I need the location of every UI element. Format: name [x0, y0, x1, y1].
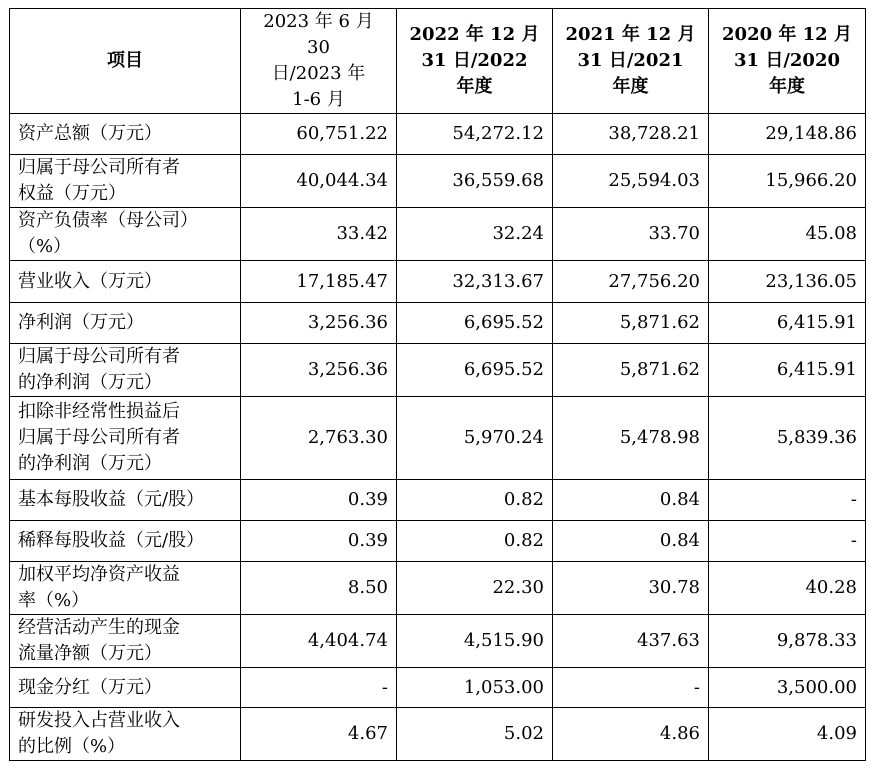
table-row: [10, 708, 866, 761]
cell-value: 437.63: [553, 615, 709, 668]
cell-value: 6,415.91: [709, 303, 866, 344]
cell-value: 8.50: [241, 562, 397, 615]
cell-value: -: [709, 480, 866, 521]
cell-value: 0.39: [241, 521, 397, 562]
table-row: [10, 521, 866, 562]
row-label-line: 流量净额（万元）: [18, 643, 162, 664]
cell-value: 2,763.30: [241, 397, 397, 480]
header-line: 项目: [107, 50, 143, 71]
table-row: [10, 344, 866, 397]
table-row: [10, 615, 866, 668]
row-label: [10, 155, 241, 208]
table-row: [10, 303, 866, 344]
cell-value: 4.09: [709, 708, 866, 761]
row-label-line: 营业收入（万元）: [18, 270, 162, 292]
cell-value: -: [241, 668, 397, 708]
row-label: [10, 480, 241, 521]
cell-value: 30.78: [553, 562, 709, 615]
cell-value: 0.39: [241, 480, 397, 521]
header-line: 2021 年 12 月: [565, 24, 696, 45]
header-line: 2022 年 12 月: [409, 24, 540, 45]
cell-value: 17,185.47: [241, 261, 397, 303]
header-line: 31 日/2020: [734, 50, 840, 71]
cell-value: 0.82: [397, 521, 553, 562]
cell-value: 32,313.67: [397, 261, 553, 303]
row-label-line: 研发投入占营业收入: [18, 710, 180, 731]
table-row: [10, 397, 866, 480]
row-label-line: 的比例（%）: [18, 736, 126, 757]
cell-value: 6,695.52: [397, 303, 553, 344]
cell-value: 27,756.20: [553, 261, 709, 303]
row-label: [10, 562, 241, 615]
table-row: [10, 480, 866, 521]
cell-value: 23,136.05: [709, 261, 866, 303]
cell-value: 6,695.52: [397, 344, 553, 397]
row-label: [10, 344, 241, 397]
cell-value: 29,148.86: [709, 114, 866, 155]
table-row: [10, 261, 866, 303]
financial-indicators-table: [9, 8, 866, 761]
cell-value: 0.82: [397, 480, 553, 521]
row-label-line: 归属于母公司所有者: [18, 157, 180, 178]
cell-value: 5,970.24: [397, 397, 553, 480]
cell-value: 40,044.34: [241, 155, 397, 208]
cell-value: 40.28: [709, 562, 866, 615]
cell-value: 5.02: [397, 708, 553, 761]
cell-value: 0.84: [553, 480, 709, 521]
table-row: [10, 208, 866, 261]
cell-value: 4,515.90: [397, 615, 553, 668]
cell-value: 5,478.98: [553, 397, 709, 480]
row-label: [10, 397, 241, 480]
cell-value: 6,415.91: [709, 344, 866, 397]
header-period-4: [709, 9, 866, 114]
row-label-line: 的净利润（万元）: [18, 453, 162, 474]
row-label: [10, 114, 241, 155]
cell-value: 33.42: [241, 208, 397, 261]
table-row: [10, 114, 866, 155]
row-label-line: （%）: [18, 236, 72, 257]
cell-value: 3,256.36: [241, 303, 397, 344]
table-header-row: [10, 9, 866, 114]
row-label-line: 归属于母公司所有者: [18, 346, 180, 367]
table-row: [10, 155, 866, 208]
row-label-line: 资产负债率（母公司）: [18, 210, 198, 231]
cell-value: 5,871.62: [553, 344, 709, 397]
cell-value: 38,728.21: [553, 114, 709, 155]
header-line: 年度: [769, 76, 805, 97]
header-period-1: [241, 9, 397, 114]
cell-value: -: [553, 668, 709, 708]
row-label-line: 经营活动产生的现金: [18, 617, 180, 638]
header-line: 2020 年 12 月: [722, 24, 852, 45]
row-label-line: 归属于母公司所有者: [18, 427, 180, 448]
cell-value: 4.67: [241, 708, 397, 761]
row-label-line: 稀释每股收益（元/股）: [18, 530, 205, 551]
cell-value: 4,404.74: [241, 615, 397, 668]
header-period-2: [397, 9, 553, 114]
header-line: 日/2023 年: [271, 63, 366, 84]
header-period-3: [553, 9, 709, 114]
row-label: [10, 708, 241, 761]
table-row: [10, 668, 866, 708]
cell-value: 0.84: [553, 521, 709, 562]
cell-value: 25,594.03: [553, 155, 709, 208]
row-label-line: 净利润（万元）: [18, 312, 144, 333]
row-label-line: 权益（万元）: [18, 183, 126, 204]
cell-value: 15,966.20: [709, 155, 866, 208]
cell-value: 5,871.62: [553, 303, 709, 344]
row-label: [10, 261, 241, 303]
header-line: 年度: [456, 76, 493, 97]
header-line: 年度: [612, 76, 649, 97]
row-label: [10, 615, 241, 668]
cell-value: 33.70: [553, 208, 709, 261]
row-label-line: 加权平均净资产收益: [18, 564, 180, 585]
header-line: 1-6 月: [292, 89, 345, 110]
cell-value: 3,500.00: [709, 668, 866, 708]
row-label: [10, 668, 241, 708]
cell-value: -: [709, 521, 866, 562]
row-label: [10, 521, 241, 562]
header-item: [10, 9, 241, 114]
cell-value: 22.30: [397, 562, 553, 615]
cell-value: 4.86: [553, 708, 709, 761]
table-row: [10, 562, 866, 615]
cell-value: 3,256.36: [241, 344, 397, 397]
row-label-line: 资产总额（万元）: [18, 123, 162, 144]
cell-value: 32.24: [397, 208, 553, 261]
cell-value: 5,839.36: [709, 397, 866, 480]
row-label-line: 扣除非经常性损益后: [18, 401, 180, 422]
header-line: 31 日/2021: [577, 50, 684, 71]
row-label-line: 的净利润（万元）: [18, 372, 162, 393]
row-label-line: 现金分红（万元）: [18, 676, 162, 698]
header-line: 31 日/2022: [421, 50, 528, 71]
cell-value: 36,559.68: [397, 155, 553, 208]
cell-value: 54,272.12: [397, 114, 553, 155]
row-label: [10, 208, 241, 261]
header-line: 2023 年 6 月 30: [263, 11, 374, 58]
cell-value: 9,878.33: [709, 615, 866, 668]
cell-value: 45.08: [709, 208, 866, 261]
row-label: [10, 303, 241, 344]
row-label-line: 基本每股收益（元/股）: [18, 489, 205, 510]
cell-value: 60,751.22: [241, 114, 397, 155]
row-label-line: 率（%）: [18, 590, 90, 611]
cell-value: 1,053.00: [397, 668, 553, 708]
